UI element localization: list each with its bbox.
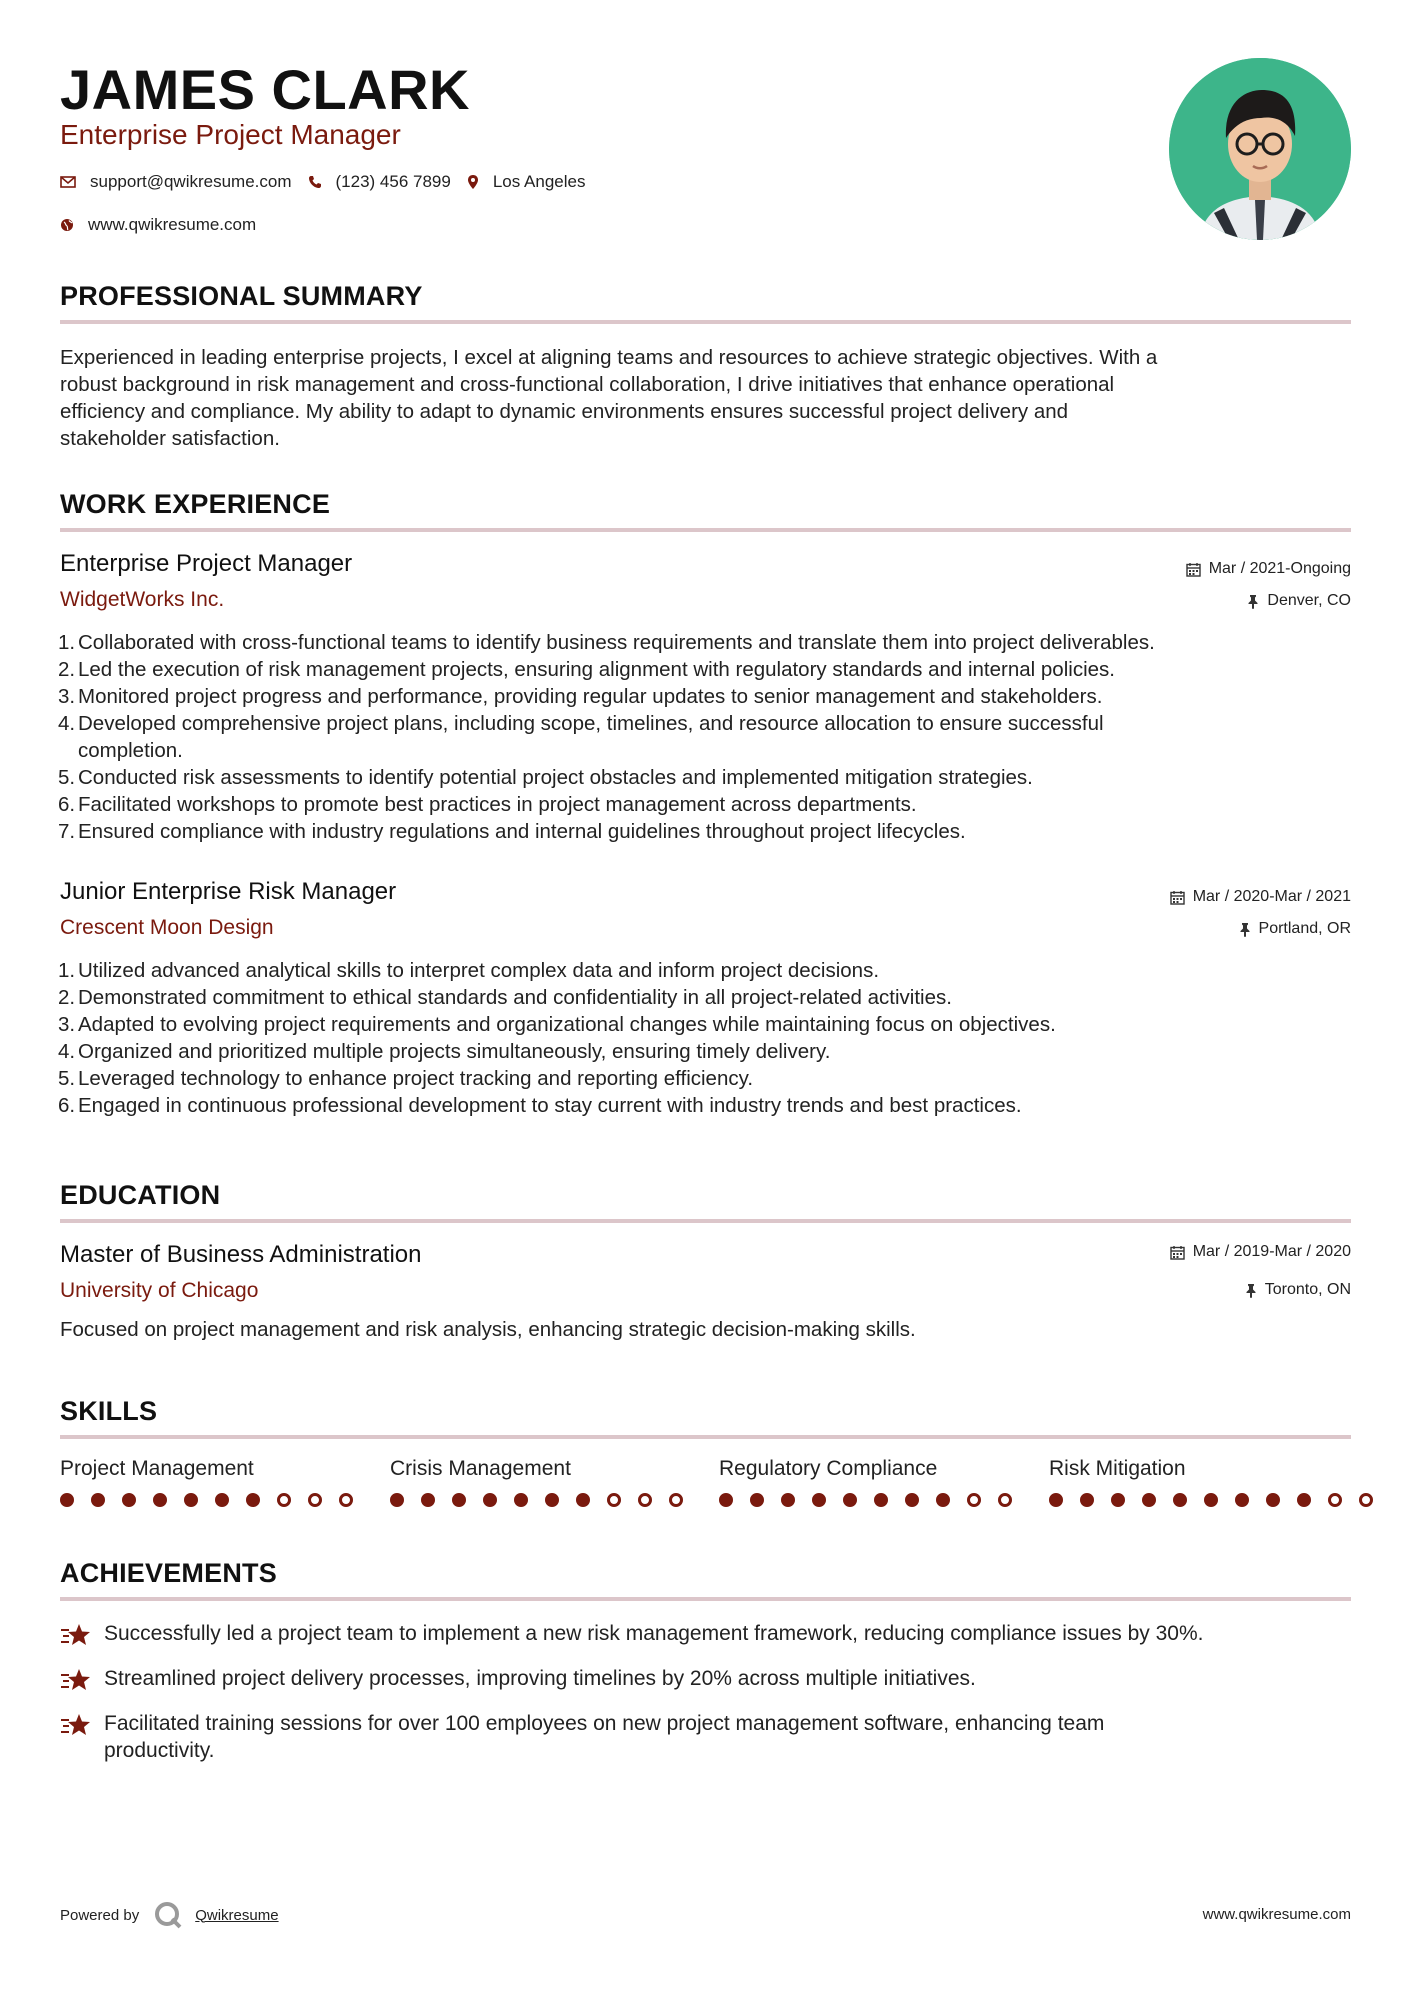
item-number: 2. bbox=[58, 658, 76, 681]
star-badge-icon bbox=[60, 1622, 92, 1648]
degree-title: Master of Business Administration bbox=[60, 1241, 422, 1268]
item-number: 7. bbox=[58, 820, 76, 843]
skill-item bbox=[60, 1457, 254, 1481]
item-number: 3. bbox=[58, 685, 76, 708]
job-location bbox=[1239, 920, 1351, 938]
list-item bbox=[60, 710, 1351, 737]
rating-dot-empty bbox=[967, 1493, 981, 1507]
achievement-line: Successfully led a project team to implement a new risk management framework, reducing compliance issues by 30%. bbox=[104, 1622, 1204, 1645]
rating-dot-filled bbox=[1173, 1493, 1187, 1507]
list-item bbox=[60, 818, 1351, 845]
skill-name: Regulatory Compliance bbox=[719, 1457, 938, 1480]
job-location-text: Portland, OR bbox=[1258, 920, 1351, 937]
skill-name: Project Management bbox=[60, 1457, 254, 1480]
list-item bbox=[60, 764, 1351, 791]
education-location bbox=[1245, 1281, 1351, 1299]
resume-page bbox=[60, 0, 1351, 1990]
rating-dot-filled bbox=[60, 1493, 74, 1507]
school-name: University of Chicago bbox=[60, 1279, 259, 1302]
footer-website[interactable]: www.qwikresume.com bbox=[1202, 1906, 1351, 1923]
item-text: Conducted risk assessments to identify potential project obstacles and implemented mitigation strategies. bbox=[78, 766, 1033, 789]
summary-text bbox=[60, 344, 1351, 452]
skills-divider bbox=[60, 1435, 1351, 1439]
globe-icon bbox=[60, 218, 74, 232]
item-text: Monitored project progress and performance, providing regular updates to senior management and stakeholders. bbox=[78, 685, 1103, 708]
rating-dot-filled bbox=[936, 1493, 950, 1507]
rating-dot-empty bbox=[1328, 1493, 1342, 1507]
summary-line: efficiency and compliance. My ability to adapt to dynamic environments ensures successful project delivery and bbox=[60, 400, 1069, 423]
rating-dot-filled bbox=[153, 1493, 167, 1507]
job-title: Junior Enterprise Risk Manager bbox=[60, 878, 397, 905]
list-item bbox=[60, 1011, 1351, 1038]
footer-branding bbox=[60, 1900, 279, 1930]
website-text: www.qwikresume.com bbox=[88, 215, 257, 234]
rating-dot-filled bbox=[1297, 1493, 1311, 1507]
rating-dot-filled bbox=[1142, 1493, 1156, 1507]
skill-name: Crisis Management bbox=[390, 1457, 571, 1480]
rating-dot-filled bbox=[812, 1493, 826, 1507]
website-contact[interactable] bbox=[60, 215, 256, 235]
education-divider bbox=[60, 1219, 1351, 1223]
list-item bbox=[60, 984, 1351, 1011]
rating-dot-filled bbox=[390, 1493, 404, 1507]
skill-rating bbox=[60, 1493, 370, 1507]
rating-dot-filled bbox=[843, 1493, 857, 1507]
list-item bbox=[60, 1092, 1351, 1119]
item-number: 5. bbox=[58, 766, 76, 789]
summary-line: stakeholder satisfaction. bbox=[60, 427, 280, 450]
pushpin-icon bbox=[1239, 922, 1251, 937]
list-item bbox=[60, 629, 1351, 656]
map-pin-icon bbox=[467, 174, 479, 190]
candidate-name: JAMES CLARK bbox=[60, 58, 470, 121]
item-text: Adapted to evolving project requirements and organizational changes while maintaining focus on objectives. bbox=[78, 1013, 1056, 1036]
item-text: Collaborated with cross-functional teams to identify business requirements and translate them into project deliverables. bbox=[78, 631, 1155, 654]
item-number: 6. bbox=[58, 1094, 76, 1117]
education-location-text: Toronto, ON bbox=[1264, 1281, 1351, 1298]
calendar-icon bbox=[1170, 890, 1185, 905]
skill-rating bbox=[390, 1493, 700, 1507]
list-item bbox=[60, 656, 1351, 683]
rating-dot-filled bbox=[905, 1493, 919, 1507]
job-title: Enterprise Project Manager bbox=[60, 550, 353, 577]
email-text: support@qwikresume.com bbox=[90, 172, 292, 191]
item-text: Utilized advanced analytical skills to interpret complex data and inform project decisions. bbox=[78, 959, 880, 982]
education-date-text: Mar / 2019-Mar / 2020 bbox=[1192, 1243, 1351, 1260]
achievement-line: Streamlined project delivery processes, improving timelines by 20% across multiple initiatives. bbox=[104, 1667, 976, 1690]
item-number: 5. bbox=[58, 1067, 76, 1090]
achievement-line: Facilitated training sessions for over 100 employees on new project management software, enhancing team bbox=[104, 1712, 1105, 1735]
job-date bbox=[1186, 560, 1351, 578]
rating-dot-empty bbox=[638, 1493, 652, 1507]
summary-heading: PROFESSIONAL SUMMARY bbox=[60, 281, 423, 311]
skill-item bbox=[719, 1457, 937, 1481]
list-item bbox=[60, 791, 1351, 818]
website-row bbox=[60, 215, 272, 235]
list-item bbox=[60, 957, 1351, 984]
item-number: 1. bbox=[58, 959, 76, 982]
skill-rating bbox=[1049, 1493, 1390, 1507]
calendar-icon bbox=[1186, 562, 1201, 577]
rating-dot-empty bbox=[998, 1493, 1012, 1507]
item-number: 1. bbox=[58, 631, 76, 654]
powered-by-text: Powered by bbox=[60, 1906, 140, 1924]
job-company: WidgetWorks Inc. bbox=[60, 588, 225, 611]
calendar-icon bbox=[1170, 1245, 1185, 1260]
candidate-title: Enterprise Project Manager bbox=[60, 119, 401, 150]
achievements-divider bbox=[60, 1597, 1351, 1601]
summary-divider bbox=[60, 320, 1351, 324]
job-date-text: Mar / 2020-Mar / 2021 bbox=[1192, 888, 1351, 905]
item-text: Developed comprehensive project plans, including scope, timelines, and resource allocation to ensure successful bbox=[78, 712, 1104, 735]
rating-dot-filled bbox=[1080, 1493, 1094, 1507]
achievement-item bbox=[60, 1620, 1351, 1648]
rating-dot-filled bbox=[1235, 1493, 1249, 1507]
rating-dot-filled bbox=[1204, 1493, 1218, 1507]
job-location-text: Denver, CO bbox=[1267, 592, 1351, 609]
profile-photo bbox=[1169, 58, 1351, 240]
education-description: Focused on project management and risk analysis, enhancing strategic decision-making skills. bbox=[60, 1318, 916, 1341]
job-responsibilities bbox=[60, 957, 1351, 1119]
achievement-item bbox=[60, 1710, 1351, 1764]
skill-item bbox=[390, 1457, 571, 1481]
job-location bbox=[1247, 592, 1351, 610]
skills-heading: SKILLS bbox=[60, 1396, 158, 1426]
phone-icon bbox=[308, 175, 322, 189]
summary-line: Experienced in leading enterprise projects, I excel at aligning teams and resources to achieve strategic objectives. With a bbox=[60, 346, 1158, 369]
email-contact[interactable] bbox=[60, 172, 292, 192]
list-item bbox=[60, 1038, 1351, 1065]
rating-dot-filled bbox=[122, 1493, 136, 1507]
rating-dot-empty bbox=[308, 1493, 322, 1507]
item-number: 4. bbox=[58, 1040, 76, 1063]
skill-item bbox=[1049, 1457, 1186, 1481]
item-number: 4. bbox=[58, 712, 76, 735]
rating-dot-empty bbox=[1359, 1493, 1373, 1507]
rating-dot-filled bbox=[246, 1493, 260, 1507]
rating-dot-filled bbox=[91, 1493, 105, 1507]
location-text: Los Angeles bbox=[492, 172, 586, 191]
education-date bbox=[1170, 1243, 1351, 1261]
skill-name: Risk Mitigation bbox=[1049, 1457, 1186, 1480]
item-text: Leveraged technology to enhance project tracking and reporting efficiency. bbox=[78, 1067, 754, 1090]
contact-row bbox=[60, 172, 601, 192]
rating-dot-filled bbox=[184, 1493, 198, 1507]
job-date bbox=[1170, 888, 1351, 906]
pushpin-icon bbox=[1245, 1283, 1257, 1298]
item-text: completion. bbox=[78, 739, 183, 762]
list-item bbox=[60, 1065, 1351, 1092]
item-number: 3. bbox=[58, 1013, 76, 1036]
rating-dot-filled bbox=[719, 1493, 733, 1507]
location-contact bbox=[467, 172, 586, 192]
rating-dot-empty bbox=[339, 1493, 353, 1507]
item-text: Facilitated workshops to promote best practices in project management across departments. bbox=[78, 793, 917, 816]
item-text: Organized and prioritized multiple projects simultaneously, ensuring timely delivery. bbox=[78, 1040, 831, 1063]
achievement-line: productivity. bbox=[104, 1739, 215, 1762]
education-heading: EDUCATION bbox=[60, 1180, 221, 1210]
rating-dot-filled bbox=[750, 1493, 764, 1507]
rating-dot-filled bbox=[483, 1493, 497, 1507]
item-text: Demonstrated commitment to ethical standards and confidentiality in all project-related activities. bbox=[78, 986, 952, 1009]
summary-line: robust background in risk management and cross-functional collaboration, I drive initiatives that enhance operational bbox=[60, 373, 1115, 396]
phone-contact[interactable] bbox=[308, 172, 451, 192]
rating-dot-filled bbox=[874, 1493, 888, 1507]
item-text: Led the execution of risk management projects, ensuring alignment with regulatory standards and internal policies. bbox=[78, 658, 1115, 681]
rating-dot-filled bbox=[781, 1493, 795, 1507]
item-text: Ensured compliance with industry regulations and internal guidelines throughout project lifecycles. bbox=[78, 820, 966, 843]
job-date-text: Mar / 2021-Ongoing bbox=[1208, 560, 1351, 577]
rating-dot-filled bbox=[452, 1493, 466, 1507]
item-number: 2. bbox=[58, 986, 76, 1009]
rating-dot-filled bbox=[1111, 1493, 1125, 1507]
list-item bbox=[60, 737, 1351, 764]
skill-rating bbox=[719, 1493, 1029, 1507]
job-responsibilities bbox=[60, 629, 1351, 845]
list-item bbox=[60, 683, 1351, 710]
rating-dot-filled bbox=[545, 1493, 559, 1507]
job-company: Crescent Moon Design bbox=[60, 916, 274, 939]
achievements-heading: ACHIEVEMENTS bbox=[60, 1558, 277, 1588]
rating-dot-empty bbox=[669, 1493, 683, 1507]
qwikresume-logo-icon bbox=[153, 1900, 183, 1930]
star-badge-icon bbox=[60, 1667, 92, 1693]
item-text: Engaged in continuous professional development to stay current with industry trends and best practices. bbox=[78, 1094, 1022, 1117]
achievement-item bbox=[60, 1665, 1351, 1693]
rating-dot-filled bbox=[215, 1493, 229, 1507]
rating-dot-filled bbox=[421, 1493, 435, 1507]
rating-dot-filled bbox=[1049, 1493, 1063, 1507]
experience-heading: WORK EXPERIENCE bbox=[60, 489, 331, 519]
qwikresume-link[interactable]: Qwikresume bbox=[195, 1906, 279, 1924]
avatar-illustration bbox=[1169, 58, 1351, 240]
star-badge-icon bbox=[60, 1712, 92, 1738]
rating-dot-empty bbox=[607, 1493, 621, 1507]
rating-dot-filled bbox=[1266, 1493, 1280, 1507]
pushpin-icon bbox=[1247, 594, 1259, 609]
item-number: 6. bbox=[58, 793, 76, 816]
envelope-icon bbox=[60, 176, 76, 188]
phone-text: (123) 456 7899 bbox=[335, 172, 451, 191]
rating-dot-empty bbox=[277, 1493, 291, 1507]
rating-dot-filled bbox=[514, 1493, 528, 1507]
rating-dot-filled bbox=[576, 1493, 590, 1507]
experience-divider bbox=[60, 528, 1351, 532]
